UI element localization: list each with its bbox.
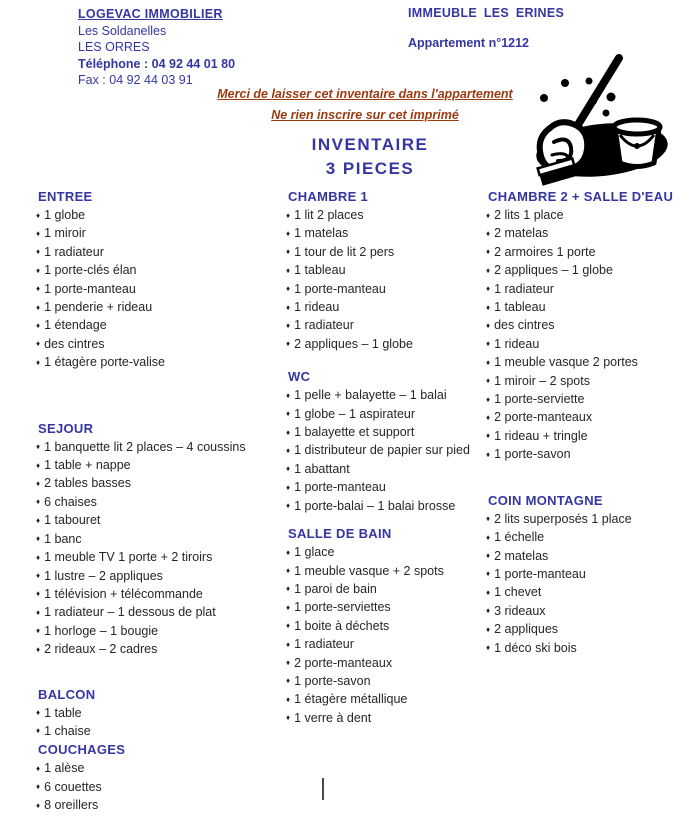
diamond-bullet-icon: ♦	[286, 547, 291, 557]
item-text: 1 table + nappe	[44, 458, 131, 473]
diamond-bullet-icon: ♦	[286, 284, 291, 294]
inventory-item	[486, 584, 680, 602]
inventory-item	[486, 566, 680, 584]
diamond-bullet-icon: ♦	[486, 247, 491, 257]
item-text: 1 étendage	[44, 318, 107, 333]
diamond-bullet-icon: ♦	[286, 445, 291, 455]
agency-block	[78, 6, 235, 89]
diamond-bullet-icon: ♦	[286, 302, 291, 312]
diamond-bullet-icon: ♦	[36, 589, 41, 599]
item-text: 1 globe	[44, 208, 86, 222]
inventory-item	[286, 599, 484, 617]
diamond-bullet-icon: ♦	[36, 302, 41, 312]
item-text: des cintres	[494, 318, 555, 333]
inventory-item	[36, 723, 282, 741]
diamond-bullet-icon: ♦	[486, 357, 491, 367]
section-wc	[286, 368, 484, 516]
diamond-bullet-icon: ♦	[486, 551, 491, 560]
item-text: 1 radiateur	[494, 281, 554, 296]
inventory-item	[286, 281, 484, 299]
inventory-item	[486, 262, 680, 280]
diamond-bullet-icon: ♦	[486, 302, 491, 312]
section-items	[286, 544, 484, 728]
inventory-item	[36, 317, 282, 335]
section-heading: ENTREE	[38, 189, 93, 204]
item-text: 1 porte-serviettes	[294, 600, 391, 615]
section-heading: WC	[288, 369, 311, 385]
item-text: 1 paroi de bain	[294, 581, 377, 596]
item-text: 1 chevet	[494, 585, 542, 600]
item-text: 1 boite à déchets	[294, 618, 390, 633]
diamond-bullet-icon: ♦	[36, 442, 41, 452]
inventory-item	[286, 424, 484, 442]
inventory-item	[486, 548, 680, 566]
inventory-item	[286, 710, 484, 728]
item-text: 1 table	[44, 705, 82, 720]
inventory-item	[486, 373, 680, 391]
title-line-1: INVENTAIRE	[311, 135, 429, 154]
inventory-item	[36, 207, 282, 225]
section-items	[486, 207, 680, 465]
item-text: 1 penderie + rideau	[44, 300, 153, 315]
diamond-bullet-icon: ♦	[286, 584, 291, 594]
diamond-bullet-icon: ♦	[36, 357, 41, 367]
diamond-bullet-icon: ♦	[36, 210, 41, 220]
item-text: 1 abattant	[294, 461, 350, 476]
diamond-bullet-icon: ♦	[36, 782, 41, 792]
section-heading: COUCHAGES	[38, 742, 126, 758]
inventory-item	[36, 705, 282, 723]
section-items	[36, 207, 282, 373]
item-text: 1 miroir – 2 spots	[494, 373, 590, 388]
inventory-item	[36, 623, 282, 641]
diamond-bullet-icon: ♦	[36, 726, 41, 736]
diamond-bullet-icon: ♦	[286, 566, 291, 575]
diamond-bullet-icon: ♦	[486, 265, 491, 275]
diamond-bullet-icon: ♦	[36, 644, 41, 654]
inventory-item	[286, 225, 484, 243]
diamond-bullet-icon: ♦	[286, 639, 291, 649]
inventory-item	[36, 457, 282, 475]
item-text: 1 porte-manteau	[44, 281, 136, 296]
diamond-bullet-icon: ♦	[286, 228, 291, 238]
inventory-item	[486, 603, 680, 621]
diamond-bullet-icon: ♦	[486, 339, 491, 349]
diamond-bullet-icon: ♦	[286, 247, 291, 257]
agency-fax: Fax : 04 92 44 03 91	[78, 73, 193, 87]
item-text: 1 distributeur de papier sur pied	[294, 443, 470, 458]
inventory-item	[286, 581, 484, 599]
item-text: 1 porte-manteau	[294, 281, 386, 296]
building-block	[408, 6, 564, 50]
inventory-item	[36, 494, 282, 512]
item-text: 2 matelas	[494, 226, 549, 241]
diamond-bullet-icon: ♦	[36, 339, 41, 349]
inventory-item	[286, 544, 484, 562]
item-text: 2 matelas	[494, 548, 549, 563]
section-entree	[36, 188, 282, 373]
diamond-bullet-icon: ♦	[36, 571, 41, 580]
title-line-2: 3 PIECES	[325, 159, 415, 178]
diamond-bullet-icon: ♦	[286, 602, 291, 612]
section-items	[36, 760, 282, 815]
section-heading: SEJOUR	[38, 420, 94, 436]
diamond-bullet-icon: ♦	[486, 606, 491, 616]
section-items	[286, 207, 484, 354]
diamond-bullet-icon: ♦	[36, 552, 41, 562]
inventory-item	[36, 797, 282, 815]
diamond-bullet-icon: ♦	[36, 478, 41, 488]
item-text: 1 pelle + balayette – 1 balai	[294, 388, 447, 403]
item-text: 1 porte-savon	[494, 447, 571, 462]
section-balcon	[36, 686, 282, 742]
inventory-item	[486, 281, 680, 299]
item-text: 6 couettes	[44, 779, 102, 794]
item-text: 1 meuble vasque 2 portes	[494, 355, 638, 370]
document-title	[236, 133, 504, 181]
inventory-item	[286, 299, 484, 317]
item-text: 6 chaises	[44, 494, 97, 509]
item-text: 2 appliques	[494, 622, 559, 637]
item-text: 1 radiateur	[294, 318, 354, 333]
diamond-bullet-icon: ♦	[36, 460, 41, 470]
diamond-bullet-icon: ♦	[36, 626, 41, 636]
inventory-item	[486, 336, 680, 354]
diamond-bullet-icon: ♦	[36, 228, 41, 238]
diamond-bullet-icon: ♦	[486, 643, 491, 653]
section-chambre-1	[286, 188, 484, 354]
diamond-bullet-icon: ♦	[36, 265, 41, 275]
section-coin-montagne	[486, 492, 680, 658]
diamond-bullet-icon: ♦	[486, 569, 491, 579]
item-text: 1 miroir	[44, 226, 86, 241]
section-heading: CHAMBRE 2 + SALLE D'EAU	[488, 189, 674, 204]
inventory-item	[486, 225, 680, 243]
diamond-bullet-icon: ♦	[486, 284, 491, 294]
diamond-bullet-icon: ♦	[286, 464, 291, 474]
diamond-bullet-icon: ♦	[486, 228, 491, 238]
section-salle-de-bain	[286, 525, 484, 728]
diamond-bullet-icon: ♦	[486, 394, 491, 404]
section-chambre-2-salle-eau	[486, 188, 680, 465]
agency-residence: Les Soldanelles	[78, 23, 167, 38]
item-text: 1 rideau + tringle	[494, 428, 588, 443]
section-sejour	[36, 420, 282, 660]
item-text: 1 porte-balai – 1 balai brosse	[294, 498, 456, 513]
inventory-item	[36, 779, 282, 797]
inventory-item	[36, 336, 282, 354]
diamond-bullet-icon: ♦	[286, 694, 291, 704]
item-text: 1 horloge – 1 bougie	[44, 623, 159, 638]
section-heading: BALCON	[38, 686, 96, 702]
item-text: 1 tableau	[494, 300, 546, 315]
item-text: 1 rideau	[294, 300, 340, 315]
inventory-item	[286, 336, 484, 354]
item-text: 2 appliques – 1 globe	[294, 336, 413, 351]
inventory-item	[286, 498, 484, 516]
column-left	[36, 188, 282, 816]
diamond-bullet-icon: ♦	[286, 390, 291, 400]
inventory-item	[486, 207, 680, 225]
inventory-item	[36, 604, 282, 622]
diamond-bullet-icon: ♦	[286, 265, 291, 275]
inventory-item	[486, 621, 680, 639]
inventory-item	[36, 439, 282, 457]
column-middle	[286, 188, 484, 728]
diamond-bullet-icon: ♦	[286, 676, 291, 686]
item-text: 1 globe – 1 aspirateur	[294, 406, 416, 421]
item-text: 1 radiateur	[44, 244, 104, 259]
inventory-item	[36, 586, 282, 604]
inventory-item	[36, 281, 282, 299]
item-text: 2 porte-manteaux	[494, 410, 593, 425]
item-text: 3 rideaux	[494, 603, 546, 618]
page-footer-mark	[322, 778, 324, 800]
inventory-item	[36, 531, 282, 549]
inventory-item	[36, 549, 282, 567]
inventory-item	[486, 529, 680, 547]
item-text: 1 banquette lit 2 places – 4 coussins	[44, 439, 246, 454]
inventory-item	[36, 568, 282, 586]
item-text: 1 meuble TV 1 porte + 2 tiroirs	[44, 550, 213, 565]
diamond-bullet-icon: ♦	[486, 431, 491, 441]
inventory-item	[286, 691, 484, 709]
diamond-bullet-icon: ♦	[486, 320, 491, 330]
diamond-bullet-icon: ♦	[36, 247, 41, 257]
inventory-item	[486, 409, 680, 427]
item-text: 1 lit 2 places	[294, 208, 364, 222]
apartment-number: Appartement n°1212	[408, 36, 530, 50]
inventory-item	[286, 636, 484, 654]
item-text: 1 porte-manteau	[494, 566, 586, 581]
notice-line-1: Merci de laisser cet inventaire dans l'appartement	[217, 87, 513, 101]
diamond-bullet-icon: ♦	[486, 376, 491, 386]
inventory-item	[486, 317, 680, 335]
inventory-item	[36, 225, 282, 243]
item-text: 1 banc	[44, 531, 82, 546]
item-text: 2 porte-manteaux	[294, 655, 393, 670]
item-text: 1 échelle	[494, 530, 545, 545]
agency-name: LOGEVAC IMMOBILIER	[78, 7, 223, 21]
inventory-item	[286, 655, 484, 673]
diamond-bullet-icon: ♦	[286, 713, 291, 723]
item-text: 1 alèse	[44, 761, 85, 776]
item-text: 2 appliques – 1 globe	[494, 263, 613, 278]
inventory-item	[286, 406, 484, 424]
inventory-item	[36, 244, 282, 262]
diamond-bullet-icon: ♦	[286, 339, 291, 349]
item-text: 1 étagère porte-valise	[44, 355, 165, 370]
diamond-bullet-icon: ♦	[286, 621, 291, 631]
inventory-item	[486, 428, 680, 446]
diamond-bullet-icon: ♦	[486, 532, 491, 542]
diamond-bullet-icon: ♦	[486, 514, 491, 524]
diamond-bullet-icon: ♦	[486, 587, 491, 597]
diamond-bullet-icon: ♦	[286, 427, 291, 437]
item-text: 8 oreillers	[44, 798, 99, 813]
inventory-item	[286, 618, 484, 636]
item-text: 1 glace	[294, 545, 335, 560]
inventory-item	[286, 207, 484, 225]
item-text: 1 tour de lit 2 pers	[294, 244, 395, 259]
inventory-item	[286, 442, 484, 460]
diamond-bullet-icon: ♦	[486, 624, 491, 634]
diamond-bullet-icon: ♦	[486, 412, 491, 422]
inventory-item	[286, 479, 484, 497]
diamond-bullet-icon: ♦	[36, 763, 41, 773]
inventory-item	[486, 299, 680, 317]
inventory-item	[36, 262, 282, 280]
diamond-bullet-icon: ♦	[36, 534, 41, 544]
diamond-bullet-icon: ♦	[286, 501, 291, 511]
diamond-bullet-icon: ♦	[36, 800, 41, 810]
diamond-bullet-icon: ♦	[36, 497, 41, 507]
item-text: 2 armoires 1 porte	[494, 244, 596, 259]
item-text: 2 rideaux – 2 cadres	[44, 642, 158, 657]
section-heading: SALLE DE BAIN	[288, 526, 392, 542]
item-text: 1 déco ski bois	[494, 640, 577, 655]
section-items	[36, 439, 282, 660]
section-heading: COIN MONTAGNE	[488, 492, 603, 508]
item-text: 1 chaise	[44, 723, 91, 738]
item-text: 1 balayette et support	[294, 425, 415, 440]
item-text: 1 rideau	[494, 336, 540, 351]
inventory-item	[286, 317, 484, 335]
inventory-item	[36, 760, 282, 778]
item-text: 1 porte-manteau	[294, 480, 386, 495]
inventory-item	[36, 512, 282, 530]
inventory-item	[486, 446, 680, 464]
item-text: 1 porte-savon	[294, 673, 371, 688]
diamond-bullet-icon: ♦	[36, 708, 41, 718]
item-text: 2 lits 1 place	[494, 208, 564, 222]
item-text: 2 lits superposés 1 place	[494, 511, 632, 526]
diamond-bullet-icon: ♦	[486, 210, 491, 220]
agency-phone: Téléphone : 04 92 44 01 80	[78, 56, 236, 71]
diamond-bullet-icon: ♦	[36, 284, 41, 294]
section-items	[486, 511, 680, 658]
diamond-bullet-icon: ♦	[286, 482, 291, 492]
inventory-item	[486, 244, 680, 262]
item-text: 1 étagère métallique	[294, 692, 408, 707]
notice-line-2: Ne rien inscrire sur cet imprimé	[271, 107, 459, 122]
item-text: 1 télévision + télécommande	[44, 586, 203, 601]
diamond-bullet-icon: ♦	[286, 658, 291, 668]
inventory-item	[36, 354, 282, 372]
column-right	[486, 188, 680, 658]
diamond-bullet-icon: ♦	[36, 607, 41, 617]
item-text: 1 tableau	[294, 263, 346, 278]
item-text: 1 porte-clés élan	[44, 263, 137, 278]
building-name: IMMEUBLE LES ERINES	[408, 6, 565, 20]
diamond-bullet-icon: ♦	[286, 210, 291, 220]
inventory-item	[486, 640, 680, 658]
inventory-item	[486, 391, 680, 409]
section-heading: CHAMBRE 1	[288, 189, 368, 204]
item-text: 1 meuble vasque + 2 spots	[294, 563, 444, 578]
notice-block	[165, 84, 565, 125]
inventory-item	[286, 461, 484, 479]
section-items	[36, 705, 282, 742]
diamond-bullet-icon: ♦	[486, 449, 491, 459]
item-text: 1 porte-serviette	[494, 392, 585, 407]
inventory-item	[36, 641, 282, 659]
diamond-bullet-icon: ♦	[286, 320, 291, 330]
item-text: 2 tables basses	[44, 476, 131, 491]
inventory-item	[36, 475, 282, 493]
section-couchages	[36, 741, 282, 815]
item-text: 1 verre à dent	[294, 710, 372, 725]
section-items	[286, 387, 484, 516]
item-text: 1 tabouret	[44, 513, 101, 528]
inventory-item	[286, 387, 484, 405]
agency-city: LES ORRES	[78, 40, 150, 54]
cleaning-mop-bucket-icon	[518, 56, 678, 188]
item-text: 1 radiateur	[294, 637, 354, 652]
inventory-item	[286, 673, 484, 691]
inventory-item	[286, 244, 484, 262]
inventory-item	[486, 511, 680, 529]
item-text: des cintres	[44, 336, 105, 351]
item-text: 1 lustre – 2 appliques	[44, 568, 163, 583]
inventory-item	[486, 354, 680, 372]
diamond-bullet-icon: ♦	[36, 515, 41, 525]
inventory-item	[36, 299, 282, 317]
inventory-item	[286, 563, 484, 581]
item-text: 1 matelas	[294, 226, 349, 241]
item-text: 1 radiateur – 1 dessous de plat	[44, 605, 216, 620]
diamond-bullet-icon: ♦	[36, 320, 41, 330]
diamond-bullet-icon: ♦	[286, 409, 291, 419]
inventory-item	[286, 262, 484, 280]
